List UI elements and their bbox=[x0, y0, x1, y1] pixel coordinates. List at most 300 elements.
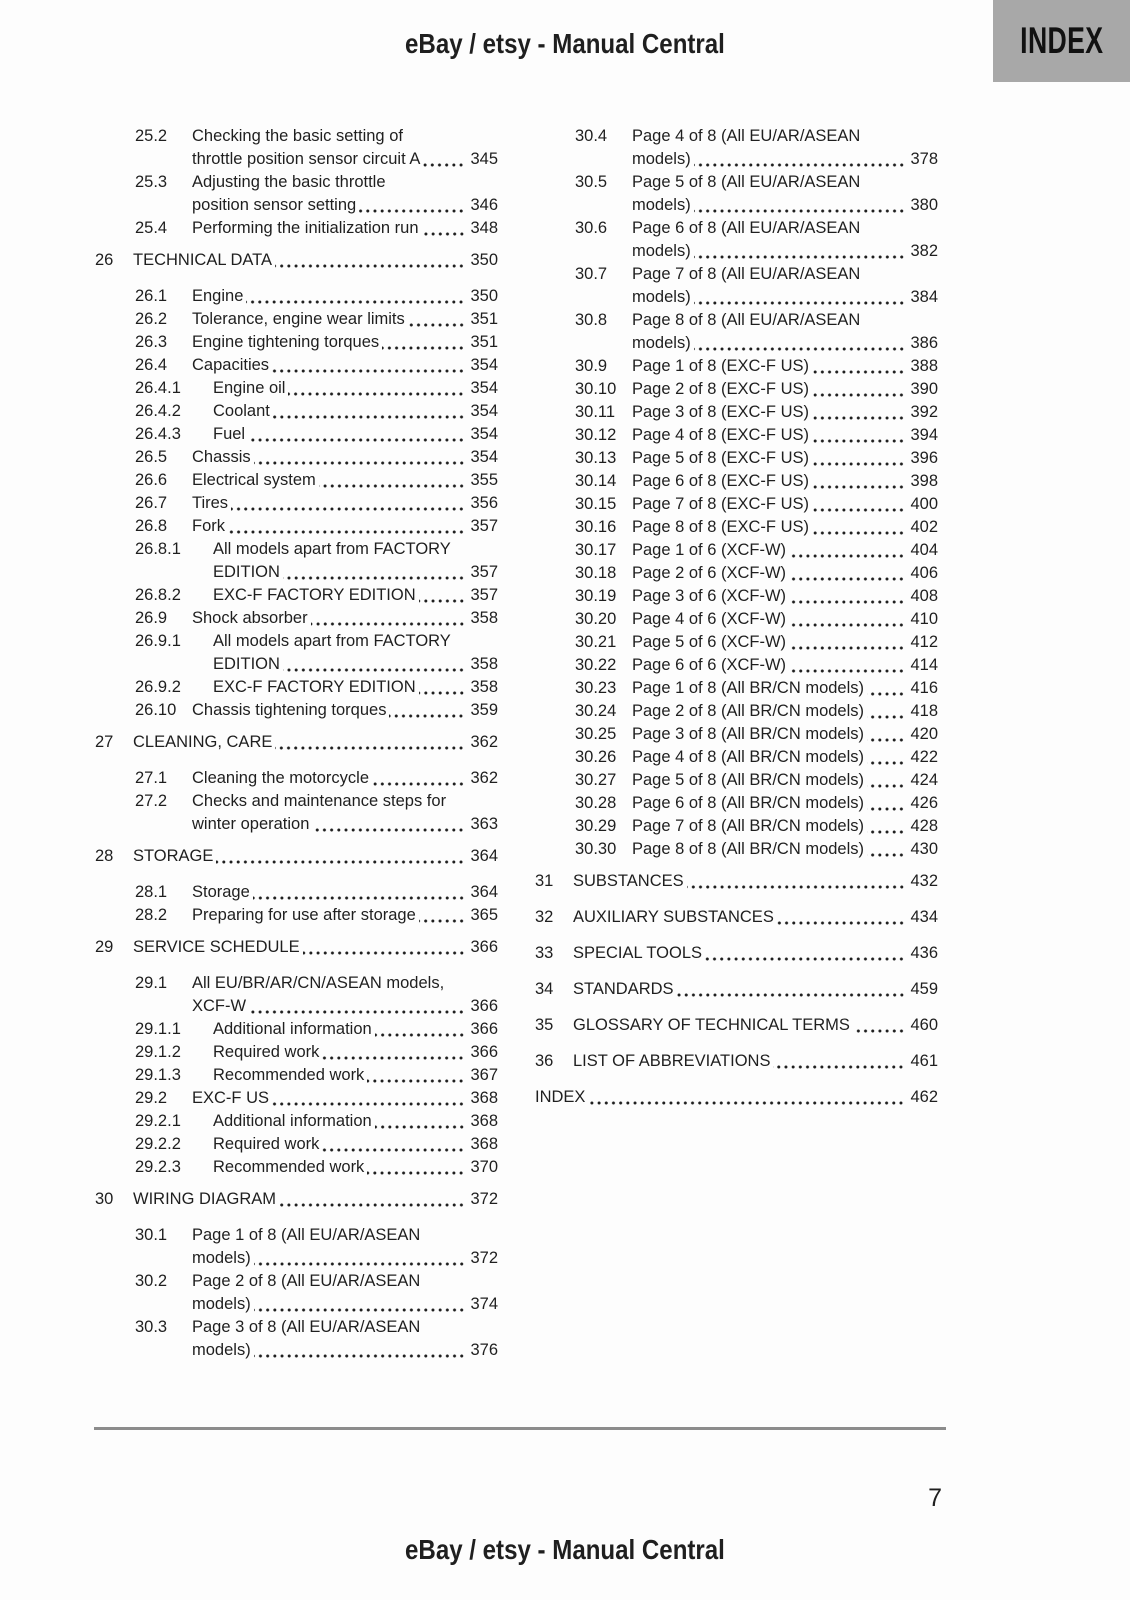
entry-last-line bbox=[133, 1188, 498, 1211]
entry-last-line bbox=[192, 285, 498, 308]
entry-body bbox=[192, 515, 498, 538]
entry-last-line bbox=[133, 845, 498, 868]
entry-last-line bbox=[192, 767, 498, 790]
dot-leader bbox=[254, 461, 465, 465]
entry-page-number: 386 bbox=[910, 334, 938, 352]
entry-page-number: 359 bbox=[470, 701, 498, 719]
entry-number: 30.26 bbox=[575, 748, 617, 766]
entry-page-number: 428 bbox=[910, 817, 938, 835]
entry-page-number: 408 bbox=[910, 587, 938, 605]
entry-body bbox=[213, 1064, 498, 1087]
entry-body bbox=[632, 309, 938, 355]
entry-last-line bbox=[192, 446, 498, 469]
entry-title-line: position sensor setting bbox=[192, 196, 357, 214]
entry-body bbox=[213, 538, 498, 584]
toc-entry bbox=[575, 217, 938, 263]
entry-title-line: throttle position sensor circuit A bbox=[192, 150, 421, 168]
entry-page-number: 358 bbox=[470, 609, 498, 627]
entry-number: 30.8 bbox=[575, 311, 608, 329]
dot-leader bbox=[216, 860, 465, 864]
entry-body bbox=[192, 469, 498, 492]
entry-number: 30.10 bbox=[575, 380, 617, 398]
entry-title-line: Page 4 of 8 (All BR/CN models) bbox=[632, 748, 865, 766]
dot-leader bbox=[422, 232, 465, 236]
toc-entry bbox=[135, 790, 498, 836]
entry-body bbox=[632, 401, 938, 424]
entry-last-line bbox=[632, 493, 938, 516]
entry-number: 30.19 bbox=[575, 587, 617, 605]
entry-title-line: Page 4 of 6 (XCF-W) bbox=[632, 610, 787, 628]
entry-title-line: Page 2 of 6 (XCF-W) bbox=[632, 564, 787, 582]
toc-entry bbox=[575, 631, 938, 654]
entry-last-line bbox=[573, 1050, 938, 1073]
entry-body bbox=[192, 972, 498, 1018]
entry-body bbox=[632, 631, 938, 654]
entry-last-line bbox=[213, 1018, 498, 1041]
entry-last-line bbox=[192, 308, 498, 331]
entry-body bbox=[632, 654, 938, 677]
dot-leader bbox=[419, 691, 465, 695]
entry-title-line: Page 2 of 8 (All BR/CN models) bbox=[632, 702, 865, 720]
entry-last-line bbox=[192, 904, 498, 927]
entry-title-line: Engine oil bbox=[213, 379, 286, 397]
entry-body bbox=[213, 676, 498, 699]
dot-leader bbox=[789, 554, 905, 558]
entry-last-line bbox=[213, 1041, 498, 1064]
entry-page-number: 434 bbox=[910, 908, 938, 926]
toc-entry bbox=[135, 308, 498, 331]
entry-title-line: EXC-F US bbox=[192, 1089, 270, 1107]
entry-page-number: 406 bbox=[910, 564, 938, 582]
dot-leader bbox=[812, 462, 905, 466]
entry-title-line: models) bbox=[632, 288, 691, 306]
entry-last-line bbox=[192, 354, 498, 377]
dot-leader bbox=[867, 715, 905, 719]
toc-entry bbox=[575, 585, 938, 608]
entry-title-line: Checks and maintenance steps for bbox=[192, 792, 447, 810]
dot-leader bbox=[853, 1029, 905, 1033]
entry-title-line: Tires bbox=[192, 494, 229, 512]
entry-page-number: 363 bbox=[470, 815, 498, 833]
entry-body bbox=[192, 354, 498, 377]
entry-number: 30.5 bbox=[575, 173, 608, 191]
entry-title-line: Fork bbox=[192, 517, 225, 535]
dot-leader bbox=[253, 896, 465, 900]
toc-entry bbox=[135, 125, 498, 171]
entry-body bbox=[573, 870, 938, 893]
entry-last-line bbox=[632, 332, 938, 355]
entry-page-number: 350 bbox=[470, 287, 498, 305]
dot-leader bbox=[312, 828, 465, 832]
entry-last-line bbox=[213, 561, 498, 584]
entry-page-number: 354 bbox=[470, 356, 498, 374]
entry-title-line: LIST OF ABBREVIATIONS bbox=[573, 1052, 771, 1070]
entry-last-line bbox=[632, 815, 938, 838]
dot-leader bbox=[867, 784, 905, 788]
entry-last-line bbox=[192, 492, 498, 515]
entry-body bbox=[632, 792, 938, 815]
entry-title-line: Recommended work bbox=[213, 1158, 365, 1176]
entry-body bbox=[573, 942, 938, 965]
entry-body bbox=[213, 423, 498, 446]
entry-body bbox=[192, 790, 498, 836]
entry-title-line: Page 8 of 8 (All BR/CN models) bbox=[632, 840, 865, 858]
entry-title-line: Page 4 of 8 (EXC-F US) bbox=[632, 426, 809, 444]
entry-title-line: Page 6 of 8 (All BR/CN models) bbox=[632, 794, 865, 812]
entry-body bbox=[213, 1156, 498, 1179]
entry-last-line bbox=[632, 378, 938, 401]
entry-title-line: Required work bbox=[213, 1043, 320, 1061]
entry-title-line: SUBSTANCES bbox=[573, 872, 684, 890]
entry-last-line bbox=[632, 769, 938, 792]
entry-body bbox=[632, 677, 938, 700]
entry-title-line: Page 6 of 8 (All EU/AR/ASEAN bbox=[632, 219, 861, 237]
entry-last-line bbox=[632, 355, 938, 378]
entry-body bbox=[213, 400, 498, 423]
entry-last-line bbox=[192, 995, 498, 1018]
toc-entry bbox=[535, 1086, 938, 1109]
entry-number: 30.29 bbox=[575, 817, 617, 835]
toc-entry bbox=[135, 1156, 498, 1179]
entry-title-line: SPECIAL TOOLS bbox=[573, 944, 703, 962]
dot-leader bbox=[812, 508, 905, 512]
entry-number: 30.3 bbox=[135, 1318, 168, 1336]
toc-entry bbox=[575, 516, 938, 539]
dot-leader bbox=[254, 1308, 465, 1312]
dot-leader bbox=[812, 485, 905, 489]
entry-title-line: Storage bbox=[192, 883, 250, 901]
dot-leader bbox=[694, 209, 905, 213]
entry-title-line: EXC-F FACTORY EDITION bbox=[213, 586, 416, 604]
entry-body bbox=[192, 217, 498, 240]
toc-entry bbox=[575, 401, 938, 424]
dot-leader bbox=[372, 782, 465, 786]
entry-number: 30.2 bbox=[135, 1272, 168, 1290]
dot-leader bbox=[382, 346, 465, 350]
toc-entry bbox=[135, 1018, 498, 1041]
entry-number: 26.6 bbox=[135, 471, 168, 489]
entry-title-line: Page 6 of 8 (EXC-F US) bbox=[632, 472, 809, 490]
dot-leader bbox=[789, 577, 905, 581]
entry-page-number: 370 bbox=[470, 1158, 498, 1176]
entry-last-line bbox=[632, 286, 938, 309]
entry-page-number: 358 bbox=[470, 655, 498, 673]
entry-last-line bbox=[632, 424, 938, 447]
entry-page-number: 357 bbox=[470, 563, 498, 581]
entry-title-line: TECHNICAL DATA bbox=[133, 251, 273, 269]
entry-last-line bbox=[632, 723, 938, 746]
entry-title-line: Performing the initialization run bbox=[192, 219, 419, 237]
entry-title-line: models) bbox=[192, 1295, 251, 1313]
entry-last-line bbox=[632, 838, 938, 861]
entry-page-number: 394 bbox=[910, 426, 938, 444]
entry-number: 30.25 bbox=[575, 725, 617, 743]
header-title-text: eBay / etsy - Manual Central bbox=[405, 28, 725, 59]
entry-number: 28.2 bbox=[135, 906, 168, 924]
entry-title-line: Page 3 of 8 (All BR/CN models) bbox=[632, 725, 865, 743]
entry-number: 30.21 bbox=[575, 633, 617, 651]
dot-leader bbox=[867, 738, 905, 742]
entry-last-line bbox=[632, 470, 938, 493]
entry-last-line bbox=[632, 608, 938, 631]
entry-number: 26.8 bbox=[135, 517, 168, 535]
entry-page-number: 357 bbox=[470, 517, 498, 535]
entry-title-line: STORAGE bbox=[133, 847, 214, 865]
entry-number: 31 bbox=[535, 872, 554, 890]
entry-body bbox=[632, 585, 938, 608]
dot-leader bbox=[275, 264, 465, 268]
dot-leader bbox=[375, 1033, 465, 1037]
footer-page-number: 7 bbox=[928, 1484, 942, 1512]
dot-leader bbox=[319, 484, 465, 488]
entry-page-number: 354 bbox=[470, 448, 498, 466]
entry-page-number: 362 bbox=[470, 769, 498, 787]
entry-title-line: Tolerance, engine wear limits bbox=[192, 310, 405, 328]
entry-page-number: 364 bbox=[470, 883, 498, 901]
entry-body bbox=[632, 723, 938, 746]
toc-entry bbox=[135, 492, 498, 515]
entry-page-number: 354 bbox=[470, 402, 498, 420]
entry-page-number: 346 bbox=[470, 196, 498, 214]
dot-leader bbox=[322, 1148, 465, 1152]
entry-title-line: CLEANING, CARE bbox=[133, 733, 273, 751]
entry-body bbox=[632, 608, 938, 631]
toc-entry bbox=[135, 423, 498, 446]
toc-entry bbox=[575, 608, 938, 631]
entry-body bbox=[573, 1050, 938, 1073]
entry-title-line: Capacities bbox=[192, 356, 270, 374]
entry-number: 26.7 bbox=[135, 494, 168, 512]
entry-number: 27.2 bbox=[135, 792, 168, 810]
entry-page-number: 404 bbox=[910, 541, 938, 559]
dot-leader bbox=[867, 692, 905, 696]
entry-body bbox=[213, 1133, 498, 1156]
toc-entry bbox=[135, 1110, 498, 1133]
toc-entry bbox=[135, 1041, 498, 1064]
entry-body bbox=[573, 1014, 938, 1037]
entry-page-number: 351 bbox=[470, 310, 498, 328]
entry-last-line bbox=[213, 377, 498, 400]
entry-title-line: Shock absorber bbox=[192, 609, 308, 627]
entry-page-number: 414 bbox=[910, 656, 938, 674]
entry-last-line bbox=[632, 677, 938, 700]
entry-last-line bbox=[192, 699, 498, 722]
toc-entry bbox=[575, 447, 938, 470]
entry-page-number: 460 bbox=[910, 1016, 938, 1034]
entry-page-number: 378 bbox=[910, 150, 938, 168]
entry-number: 30.16 bbox=[575, 518, 617, 536]
dot-leader bbox=[254, 1262, 465, 1266]
entry-last-line bbox=[133, 249, 498, 272]
toc-entry bbox=[135, 400, 498, 423]
entry-page-number: 354 bbox=[470, 379, 498, 397]
toc-entry bbox=[575, 263, 938, 309]
dot-leader bbox=[812, 439, 905, 443]
entry-last-line bbox=[213, 423, 498, 446]
entry-number: 26.9.1 bbox=[135, 632, 181, 650]
entry-body bbox=[192, 881, 498, 904]
toc-entry bbox=[95, 731, 498, 754]
entry-body bbox=[573, 978, 938, 1001]
entry-number: 25.4 bbox=[135, 219, 168, 237]
entry-page-number: 412 bbox=[910, 633, 938, 651]
toc-entry bbox=[135, 676, 498, 699]
entry-number: 30.20 bbox=[575, 610, 617, 628]
entry-last-line bbox=[133, 731, 498, 754]
entry-number: 29.1.1 bbox=[135, 1020, 181, 1038]
entry-number: 26.3 bbox=[135, 333, 168, 351]
dot-leader bbox=[419, 919, 465, 923]
dot-leader bbox=[694, 347, 905, 351]
entry-body bbox=[632, 746, 938, 769]
dot-leader bbox=[694, 301, 905, 305]
entry-number: 30.7 bbox=[575, 265, 608, 283]
entry-last-line bbox=[573, 1014, 938, 1037]
entry-last-line bbox=[632, 585, 938, 608]
entry-number: 30.23 bbox=[575, 679, 617, 697]
entry-last-line bbox=[632, 401, 938, 424]
entry-last-line bbox=[213, 653, 498, 676]
entry-title-line: Page 8 of 8 (EXC-F US) bbox=[632, 518, 809, 536]
entry-body bbox=[213, 630, 498, 676]
toc-entry bbox=[575, 470, 938, 493]
entry-title-line: All models apart from FACTORY bbox=[213, 632, 451, 650]
toc-entry bbox=[575, 838, 938, 861]
entry-title-line: models) bbox=[632, 196, 691, 214]
entry-number: 30.4 bbox=[575, 127, 608, 145]
entry-body bbox=[632, 217, 938, 263]
entry-title-line: EDITION bbox=[213, 563, 280, 581]
entry-body bbox=[133, 936, 498, 959]
entry-page-number: 372 bbox=[470, 1190, 498, 1208]
entry-page-number: 366 bbox=[470, 1020, 498, 1038]
entry-number: 29.1.2 bbox=[135, 1043, 181, 1061]
toc-entry bbox=[135, 630, 498, 676]
entry-last-line bbox=[192, 515, 498, 538]
page-footer bbox=[0, 1534, 1130, 1566]
entry-number: 26.4.3 bbox=[135, 425, 181, 443]
entry-body bbox=[192, 308, 498, 331]
entry-last-line bbox=[632, 654, 938, 677]
entry-body bbox=[632, 493, 938, 516]
entry-title-line: models) bbox=[192, 1341, 251, 1359]
dot-leader bbox=[367, 1079, 465, 1083]
toc-entry bbox=[135, 377, 498, 400]
entry-number: 30.18 bbox=[575, 564, 617, 582]
entry-page-number: 358 bbox=[470, 678, 498, 696]
entry-last-line bbox=[213, 1133, 498, 1156]
entry-page-number: 368 bbox=[470, 1112, 498, 1130]
dot-leader bbox=[272, 369, 465, 373]
entry-number: 30.24 bbox=[575, 702, 617, 720]
dot-leader bbox=[249, 1010, 465, 1014]
dot-leader bbox=[311, 622, 465, 626]
entry-body bbox=[632, 838, 938, 861]
toc-entry bbox=[135, 972, 498, 1018]
entry-body bbox=[192, 446, 498, 469]
entry-number: 26.4.2 bbox=[135, 402, 181, 420]
toc-entry bbox=[135, 538, 498, 584]
toc-left-column bbox=[95, 125, 498, 1362]
toc-entry bbox=[575, 723, 938, 746]
entry-last-line bbox=[632, 194, 938, 217]
toc-entry bbox=[575, 539, 938, 562]
entry-number: 26.8.2 bbox=[135, 586, 181, 604]
entry-last-line bbox=[192, 217, 498, 240]
entry-body bbox=[133, 249, 498, 272]
toc-entry bbox=[535, 978, 938, 1001]
entry-number: 36 bbox=[535, 1052, 554, 1070]
entry-number: 30.27 bbox=[575, 771, 617, 789]
entry-page-number: 390 bbox=[910, 380, 938, 398]
entry-body bbox=[213, 1110, 498, 1133]
entry-page-number: 368 bbox=[470, 1135, 498, 1153]
toc-entry bbox=[135, 469, 498, 492]
entry-title-line: Additional information bbox=[213, 1020, 372, 1038]
entry-page-number: 396 bbox=[910, 449, 938, 467]
entry-page-number: 422 bbox=[910, 748, 938, 766]
entry-page-number: 366 bbox=[470, 1043, 498, 1061]
entry-title-line: Additional information bbox=[213, 1112, 372, 1130]
entry-last-line bbox=[632, 516, 938, 539]
toc-entry bbox=[135, 904, 498, 927]
entry-page-number: 376 bbox=[470, 1341, 498, 1359]
entry-body bbox=[632, 516, 938, 539]
entry-last-line bbox=[632, 700, 938, 723]
toc-entry bbox=[575, 125, 938, 171]
dot-leader bbox=[867, 853, 905, 857]
entry-title-line: Chassis tightening torques bbox=[192, 701, 387, 719]
entry-page-number: 432 bbox=[910, 872, 938, 890]
dot-leader bbox=[812, 416, 905, 420]
entry-page-number: 354 bbox=[470, 425, 498, 443]
entry-body bbox=[192, 699, 498, 722]
entry-title-line: Page 5 of 8 (All EU/AR/ASEAN bbox=[632, 173, 861, 191]
toc-entry bbox=[575, 769, 938, 792]
entry-last-line bbox=[632, 539, 938, 562]
toc-entry bbox=[575, 493, 938, 516]
toc-entry bbox=[135, 171, 498, 217]
entry-title-line: Fuel bbox=[213, 425, 246, 443]
entry-title-line: WIRING DIAGRAM bbox=[133, 1190, 276, 1208]
entry-title-line: models) bbox=[192, 1249, 251, 1267]
entry-number: 26.4 bbox=[135, 356, 168, 374]
entry-title-line: models) bbox=[632, 150, 691, 168]
entry-body bbox=[192, 171, 498, 217]
entry-number: 30.12 bbox=[575, 426, 617, 444]
toc-entry bbox=[535, 870, 938, 893]
entry-title-line: Page 7 of 8 (EXC-F US) bbox=[632, 495, 809, 513]
entry-page-number: 350 bbox=[470, 251, 498, 269]
toc-entry bbox=[575, 654, 938, 677]
dot-leader bbox=[789, 646, 905, 650]
entry-body bbox=[632, 815, 938, 838]
entry-title-line: Engine bbox=[192, 287, 244, 305]
dot-leader bbox=[367, 1171, 465, 1175]
entry-last-line bbox=[192, 1339, 498, 1362]
entry-title-line: Page 5 of 6 (XCF-W) bbox=[632, 633, 787, 651]
entry-body bbox=[632, 171, 938, 217]
toc-entry bbox=[575, 815, 938, 838]
dot-leader bbox=[303, 951, 465, 955]
entry-body bbox=[133, 1188, 498, 1211]
dot-leader bbox=[246, 300, 465, 304]
toc-entry bbox=[135, 515, 498, 538]
entry-number: 30.28 bbox=[575, 794, 617, 812]
entry-page-number: 356 bbox=[470, 494, 498, 512]
entry-title-line: models) bbox=[632, 334, 691, 352]
entry-body bbox=[192, 767, 498, 790]
